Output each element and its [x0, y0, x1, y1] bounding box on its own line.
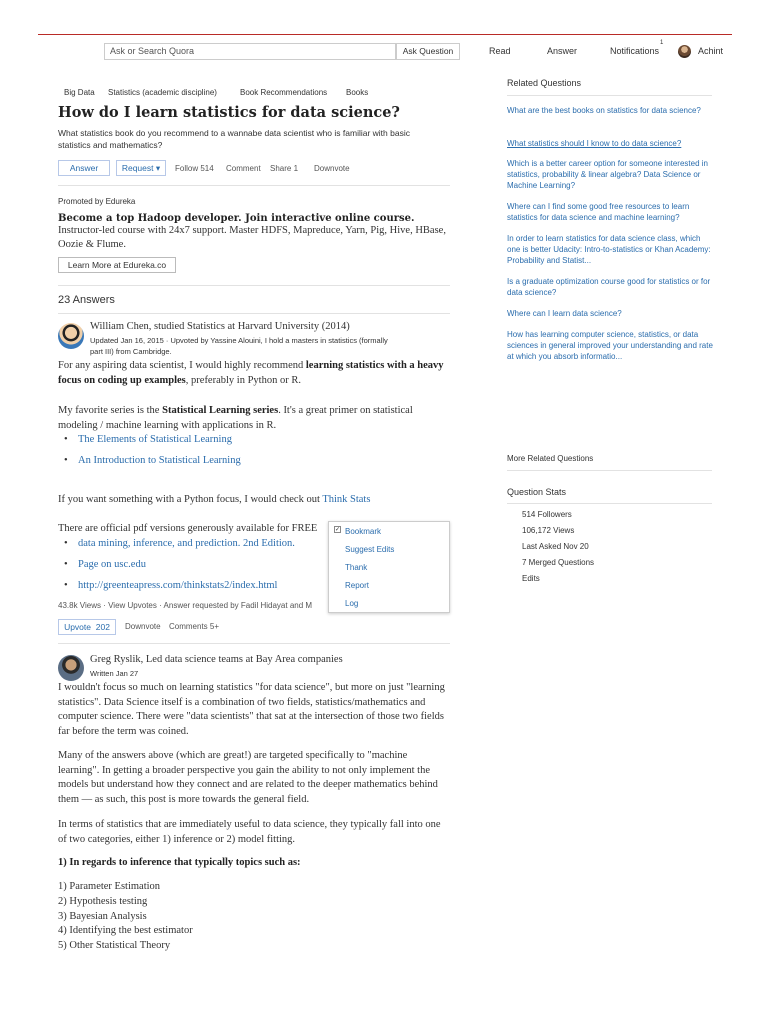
upvote-button[interactable]: Upvote 202: [58, 619, 116, 635]
dropdown-thank[interactable]: Thank: [345, 563, 368, 572]
more-options-dropdown: [328, 521, 450, 613]
learn-more-button[interactable]: Learn More at Edureka.co: [58, 257, 176, 273]
nav-answer[interactable]: Answer: [547, 46, 578, 56]
topic-statistics[interactable]: Statistics (academic discipline): [108, 88, 217, 97]
divider: [507, 95, 712, 96]
related-question-6[interactable]: Is a graduate optimization course good for statistics or for data science?: [507, 277, 711, 297]
downvote-question-button[interactable]: Downvote: [314, 164, 350, 173]
answer1-paragraph2: My favorite series is the Statistical Learning series. It's a great primer on statistical modeling / machine learning with applications in R.: [58, 405, 413, 431]
comments-button[interactable]: Comments 5+: [169, 622, 220, 631]
chevron-down-icon: ▾: [155, 163, 161, 173]
answer2-list-item: 2) Hypothesis testing: [58, 896, 148, 907]
search-input[interactable]: Ask or Search Quora: [104, 43, 396, 60]
link-elements-statistical-learning[interactable]: • The Elements of Statistical Learning: [66, 434, 232, 445]
related-question-1[interactable]: What are the best books on statistics for data science?: [507, 106, 701, 115]
dropdown-log[interactable]: Log: [345, 599, 359, 608]
promoted-by: Promoted by Edureka: [58, 197, 136, 206]
answer1-meta-line1: Updated Jan 16, 2015 · Upvoted by Yassine Alouini, I hold a masters in statistics (formally: [90, 336, 388, 345]
divider: [507, 470, 712, 471]
answer1-meta-line2: part III) from Cambridge.: [90, 347, 172, 356]
author-avatar[interactable]: [58, 655, 84, 681]
question-title: How do I learn statistics for data science?: [58, 104, 400, 121]
answer2-list-item: 3) Bayesian Analysis: [58, 911, 147, 922]
answer2-paragraph1: I wouldn't focus so much on learning statistics "for data science", but more on just "learning statistics". Data Science itself is a combination of two fields, statistics/mathematics and computer science. There were "data scientists" that sat at the intersection of those two fields far before the term was coined.: [58, 682, 445, 737]
related-question-7[interactable]: Where can I learn data science?: [507, 309, 622, 318]
answer2-author[interactable]: Greg Ryslik, Led data science teams at Bay Area companies: [90, 654, 343, 665]
share-button[interactable]: Share 1: [270, 164, 299, 173]
link-usc[interactable]: • Page on usc.edu: [66, 559, 146, 570]
related-question-2[interactable]: What statistics should I know to do data science?: [507, 139, 682, 148]
request-button[interactable]: [116, 160, 166, 176]
related-question-8[interactable]: How has learning computer science, statistics, or data sciences in general improved your understanding and rate at which you absorb informatio...: [507, 330, 713, 361]
stat-edits[interactable]: Edits: [522, 574, 540, 583]
ask-question-button[interactable]: Ask Question: [396, 43, 460, 60]
related-question-4[interactable]: Where can I find some good free resources to learn statistics for data science and machine learning?: [507, 202, 690, 222]
answer2-list-item: 5) Other Statistical Theory: [58, 940, 171, 951]
dropdown-report[interactable]: Report: [345, 581, 370, 590]
related-question-5[interactable]: In order to learn statistics for data science class, which one is better Udacity: Intro-to-statistics or Khan Academy: Probability and Statist...: [507, 234, 711, 265]
question-detail: What statistics book do you recommend to a wannabe data scientist who is familiar with basic statistics and mathematics?: [58, 128, 410, 150]
stat-last-asked: Last Asked Nov 20: [522, 542, 589, 551]
answer2-list-item: 4) Identifying the best estimator: [58, 925, 193, 936]
promo-title[interactable]: Become a top Hadoop developer. Join interactive online course.: [58, 213, 415, 224]
answer-button[interactable]: Answer: [58, 160, 110, 176]
topic-big-data[interactable]: Big Data: [64, 88, 95, 97]
answer1-paragraph1: For any aspiring data scientist, I would highly recommend learning statistics with a heavy focus on coding up examples, preferably in Python or R.: [58, 360, 444, 386]
nav-notifications[interactable]: Notifications: [610, 46, 660, 56]
notification-count: 1: [660, 40, 664, 46]
nav-profile[interactable]: Achint: [698, 46, 724, 56]
answer1-author[interactable]: William Chen, studied Statistics at Harvard University (2014): [90, 321, 350, 332]
answer2-paragraph3: In terms of statistics that are immediately useful to data science, they typically fall into one of two categories, either 1) inference or 2) model fitting.: [58, 819, 441, 845]
dropdown-suggest-edits[interactable]: Suggest Edits: [345, 545, 395, 554]
check-icon[interactable]: ✓: [335, 527, 341, 533]
nav-read[interactable]: Read: [489, 46, 511, 56]
stat-followers[interactable]: 514 Followers: [522, 510, 572, 519]
question-stats-title: Question Stats: [507, 487, 567, 497]
answer2-written: Written Jan 27: [90, 669, 139, 678]
link-greentea[interactable]: • http://greenteapress.com/thinkstats2/index.html: [66, 580, 277, 591]
topic-books[interactable]: Books: [346, 88, 369, 97]
dropdown-bookmark[interactable]: Bookmark: [345, 527, 382, 536]
stat-merged-questions[interactable]: 7 Merged Questions: [522, 558, 595, 567]
divider: [507, 503, 712, 504]
answers-count: 23 Answers: [58, 294, 115, 306]
answer1-stats-line: 43.8k Views · View Upvotes · Answer requested by Fadil Hidayat and M: [58, 601, 313, 610]
promo-description: Instructor-led course with 24x7 support. Master HDFS, Mapreduce, Yarn, Pig, Hive, HBase, Oozie & Flume.: [58, 225, 446, 250]
link-data-mining[interactable]: • data mining, inference, and prediction. 2nd Edition.: [66, 538, 295, 549]
related-questions-title: Related Questions: [507, 78, 582, 88]
topic-book-recommendations[interactable]: Book Recommendations: [240, 88, 328, 97]
stat-views: 106,172 Views: [522, 526, 575, 535]
follow-count: 514: [200, 164, 214, 173]
divider: [58, 185, 450, 186]
comment-button[interactable]: Comment: [226, 164, 261, 173]
more-related-questions-link[interactable]: More Related Questions: [507, 454, 594, 463]
top-accent-line: [38, 34, 732, 35]
user-avatar[interactable]: [678, 45, 691, 58]
divider: [58, 643, 450, 644]
share-count: 1: [293, 164, 299, 173]
author-avatar[interactable]: [58, 323, 84, 349]
comments-count: 5+: [209, 622, 220, 631]
answer2-paragraph2: Many of the answers above (which are great!) are targeted specifically to "machine learning". In getting a broader perspective you gain the ability to not only implement the models but understand how they connect and are related to the deeper mathematics behind them — as such, this post is more towards the general field.: [58, 750, 438, 805]
answer1-paragraph4: There are official pdf versions generously available for FREE: [58, 523, 318, 534]
request-label: Request: [121, 163, 154, 173]
upvote-count: 202: [95, 622, 110, 632]
answer2-list-item: 1) Parameter Estimation: [58, 881, 161, 892]
answer2-paragraph4: 1) In regards to inference that typically topics such as:: [58, 857, 301, 868]
link-think-stats[interactable]: Think Stats: [322, 494, 371, 505]
answer1-paragraph3: If you want something with a Python focus, I would check out Think Stats: [58, 494, 371, 505]
divider: [58, 313, 450, 314]
related-question-3[interactable]: Which is a better career option for someone interested in statistics, probability & linear algebra? Data Science or Machine Learning?: [507, 159, 708, 190]
divider: [58, 285, 450, 286]
downvote-answer-button[interactable]: Downvote: [125, 622, 161, 631]
follow-button[interactable]: Follow 514: [175, 164, 214, 173]
link-intro-statistical-learning[interactable]: • An Introduction to Statistical Learning: [66, 455, 241, 466]
